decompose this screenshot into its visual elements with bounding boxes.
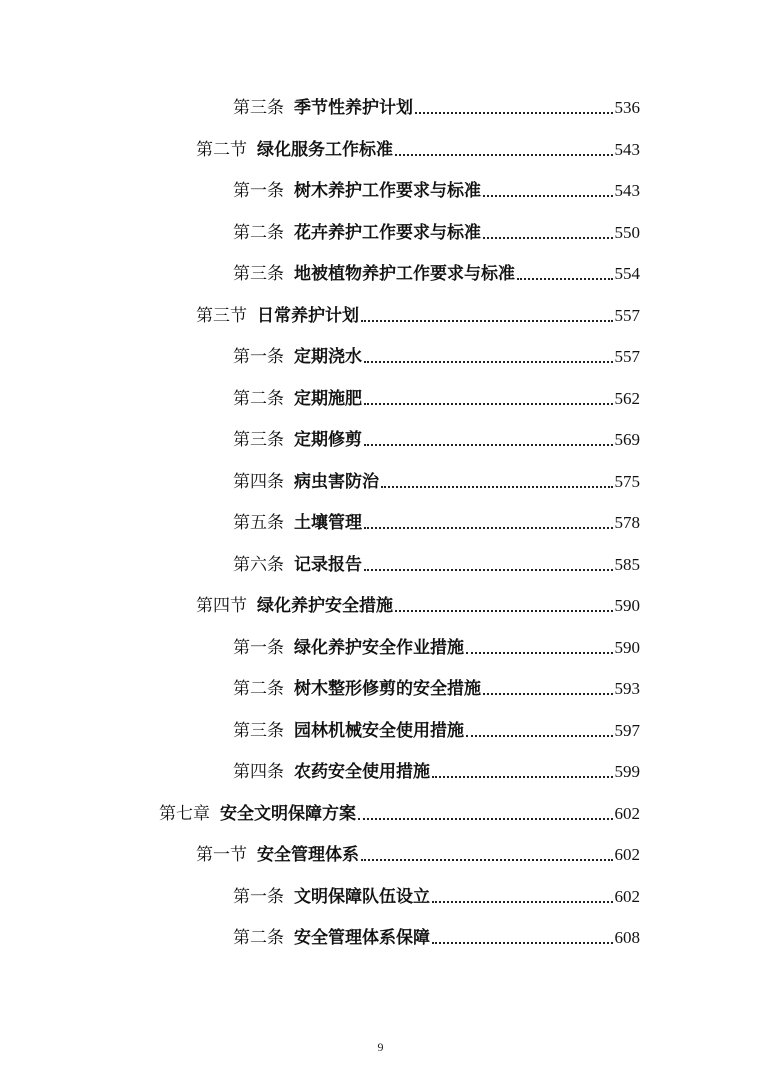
toc-entry-title: 病虫害防治 <box>294 472 379 492</box>
toc-entry-title: 记录报告 <box>294 555 362 575</box>
toc-entry-page: 550 <box>614 223 640 242</box>
toc-entry-page: 593 <box>614 679 640 698</box>
toc-entry[interactable] <box>196 843 640 867</box>
toc-dot-leader <box>364 444 613 446</box>
toc-entry-title: 日常养护计划 <box>257 306 359 326</box>
toc-entry-number: 第四条 <box>233 472 284 492</box>
toc-entry-page: 602 <box>614 804 640 823</box>
toc-entry[interactable] <box>233 553 640 577</box>
toc-entry[interactable] <box>233 926 640 950</box>
toc-entry[interactable] <box>233 760 640 784</box>
toc-dot-leader <box>432 776 613 778</box>
toc-entry[interactable] <box>233 428 640 452</box>
toc-entry[interactable] <box>233 262 640 286</box>
toc-entry[interactable] <box>233 511 640 535</box>
toc-entry[interactable] <box>233 221 640 245</box>
toc-entry-title: 安全管理体系保障 <box>294 928 430 948</box>
toc-dot-leader <box>466 735 613 737</box>
toc-entry-page: 557 <box>614 347 640 366</box>
toc-entry[interactable] <box>196 138 640 162</box>
toc-entry[interactable] <box>159 802 640 826</box>
toc-entry-title: 定期浇水 <box>294 347 362 367</box>
toc-dot-leader <box>361 320 613 322</box>
toc-entry-title: 文明保障队伍设立 <box>294 887 430 907</box>
toc-entry-page: 608 <box>614 928 640 947</box>
toc-entry-number: 第三条 <box>233 264 284 284</box>
toc-entry[interactable] <box>233 677 640 701</box>
toc-entry[interactable] <box>233 96 640 120</box>
toc-entry-title: 花卉养护工作要求与标准 <box>294 223 481 243</box>
toc-entry-number: 第四节 <box>196 596 247 616</box>
toc-entry-title: 安全文明保障方案 <box>220 804 356 824</box>
toc-entry-number: 第二条 <box>233 928 284 948</box>
toc-entry-page: 590 <box>614 638 640 657</box>
toc-entry[interactable] <box>233 719 640 743</box>
toc-entry-title: 定期施肥 <box>294 389 362 409</box>
toc-entry-number: 第六条 <box>233 555 284 575</box>
toc-dot-leader <box>466 652 613 654</box>
toc-entry[interactable] <box>233 470 640 494</box>
toc-entry-page: 543 <box>614 181 640 200</box>
toc-entry-page: 543 <box>614 140 640 159</box>
toc-entry-number: 第七章 <box>159 804 210 824</box>
toc-dot-leader <box>415 112 613 114</box>
toc-dot-leader <box>364 403 613 405</box>
toc-entry-number: 第二条 <box>233 223 284 243</box>
toc-dot-leader <box>483 195 613 197</box>
toc-entry-page: 562 <box>614 389 640 408</box>
toc-entry[interactable] <box>233 387 640 411</box>
toc-entry-page: 569 <box>614 430 640 449</box>
toc-entry-title: 季节性养护计划 <box>294 98 413 118</box>
toc-entry-number: 第二条 <box>233 679 284 699</box>
toc-entry[interactable] <box>233 885 640 909</box>
toc-entry[interactable] <box>233 345 640 369</box>
toc-dot-leader <box>483 693 613 695</box>
toc-dot-leader <box>364 361 613 363</box>
toc-dot-leader <box>364 569 613 571</box>
toc-entry-page: 590 <box>614 596 640 615</box>
toc-entry-title: 安全管理体系 <box>257 845 359 865</box>
toc-entry-title: 树木整形修剪的安全措施 <box>294 679 481 699</box>
toc-entry-number: 第一条 <box>233 638 284 658</box>
toc-entry-number: 第一条 <box>233 887 284 907</box>
toc-dot-leader <box>381 486 613 488</box>
toc-entry-page: 554 <box>614 264 640 283</box>
toc-entry-number: 第一节 <box>196 845 247 865</box>
toc-entry-number: 第五条 <box>233 513 284 533</box>
toc-entry-page: 536 <box>614 98 640 117</box>
toc-entry-number: 第三节 <box>196 306 247 326</box>
toc-dot-leader <box>517 278 613 280</box>
toc-entry-number: 第三条 <box>233 98 284 118</box>
toc-entry-number: 第三条 <box>233 721 284 741</box>
toc-entry-page: 585 <box>614 555 640 574</box>
toc-entry-number: 第二节 <box>196 140 247 160</box>
toc-entry-page: 557 <box>614 306 640 325</box>
page-number: 9 <box>377 1040 384 1054</box>
toc-entry-number: 第四条 <box>233 762 284 782</box>
toc-entry-page: 602 <box>614 887 640 906</box>
toc-entry-title: 绿化服务工作标准 <box>257 140 393 160</box>
toc-dot-leader <box>432 942 613 944</box>
toc-entry-page: 597 <box>614 721 640 740</box>
toc-entry-page: 599 <box>614 762 640 781</box>
toc-dot-leader <box>395 610 613 612</box>
toc-entry-page: 602 <box>614 845 640 864</box>
toc-dot-leader <box>361 859 613 861</box>
toc-dot-leader <box>364 527 613 529</box>
toc-entry-page: 575 <box>614 472 640 491</box>
toc-entry-title: 定期修剪 <box>294 430 362 450</box>
toc-entry-number: 第一条 <box>233 347 284 367</box>
toc-dot-leader <box>395 154 613 156</box>
toc-dot-leader <box>432 901 613 903</box>
toc-entry[interactable] <box>196 304 640 328</box>
toc-entry[interactable] <box>233 636 640 660</box>
toc-entry-page: 578 <box>614 513 640 532</box>
toc-entry-title: 绿化养护安全措施 <box>257 596 393 616</box>
toc-entry[interactable] <box>233 179 640 203</box>
toc-entry-title: 绿化养护安全作业措施 <box>294 638 464 658</box>
toc-entry-title: 树木养护工作要求与标准 <box>294 181 481 201</box>
toc-entry[interactable] <box>196 594 640 618</box>
toc-entry-title: 农药安全使用措施 <box>294 762 430 782</box>
toc-entry-number: 第一条 <box>233 181 284 201</box>
toc-entry-title: 地被植物养护工作要求与标准 <box>294 264 515 284</box>
toc-entry-title: 土壤管理 <box>294 513 362 533</box>
toc-dot-leader <box>358 818 613 820</box>
toc-entry-number: 第二条 <box>233 389 284 409</box>
toc-entry-number: 第三条 <box>233 430 284 450</box>
toc-dot-leader <box>483 237 613 239</box>
toc-entry-title: 园林机械安全使用措施 <box>294 721 464 741</box>
